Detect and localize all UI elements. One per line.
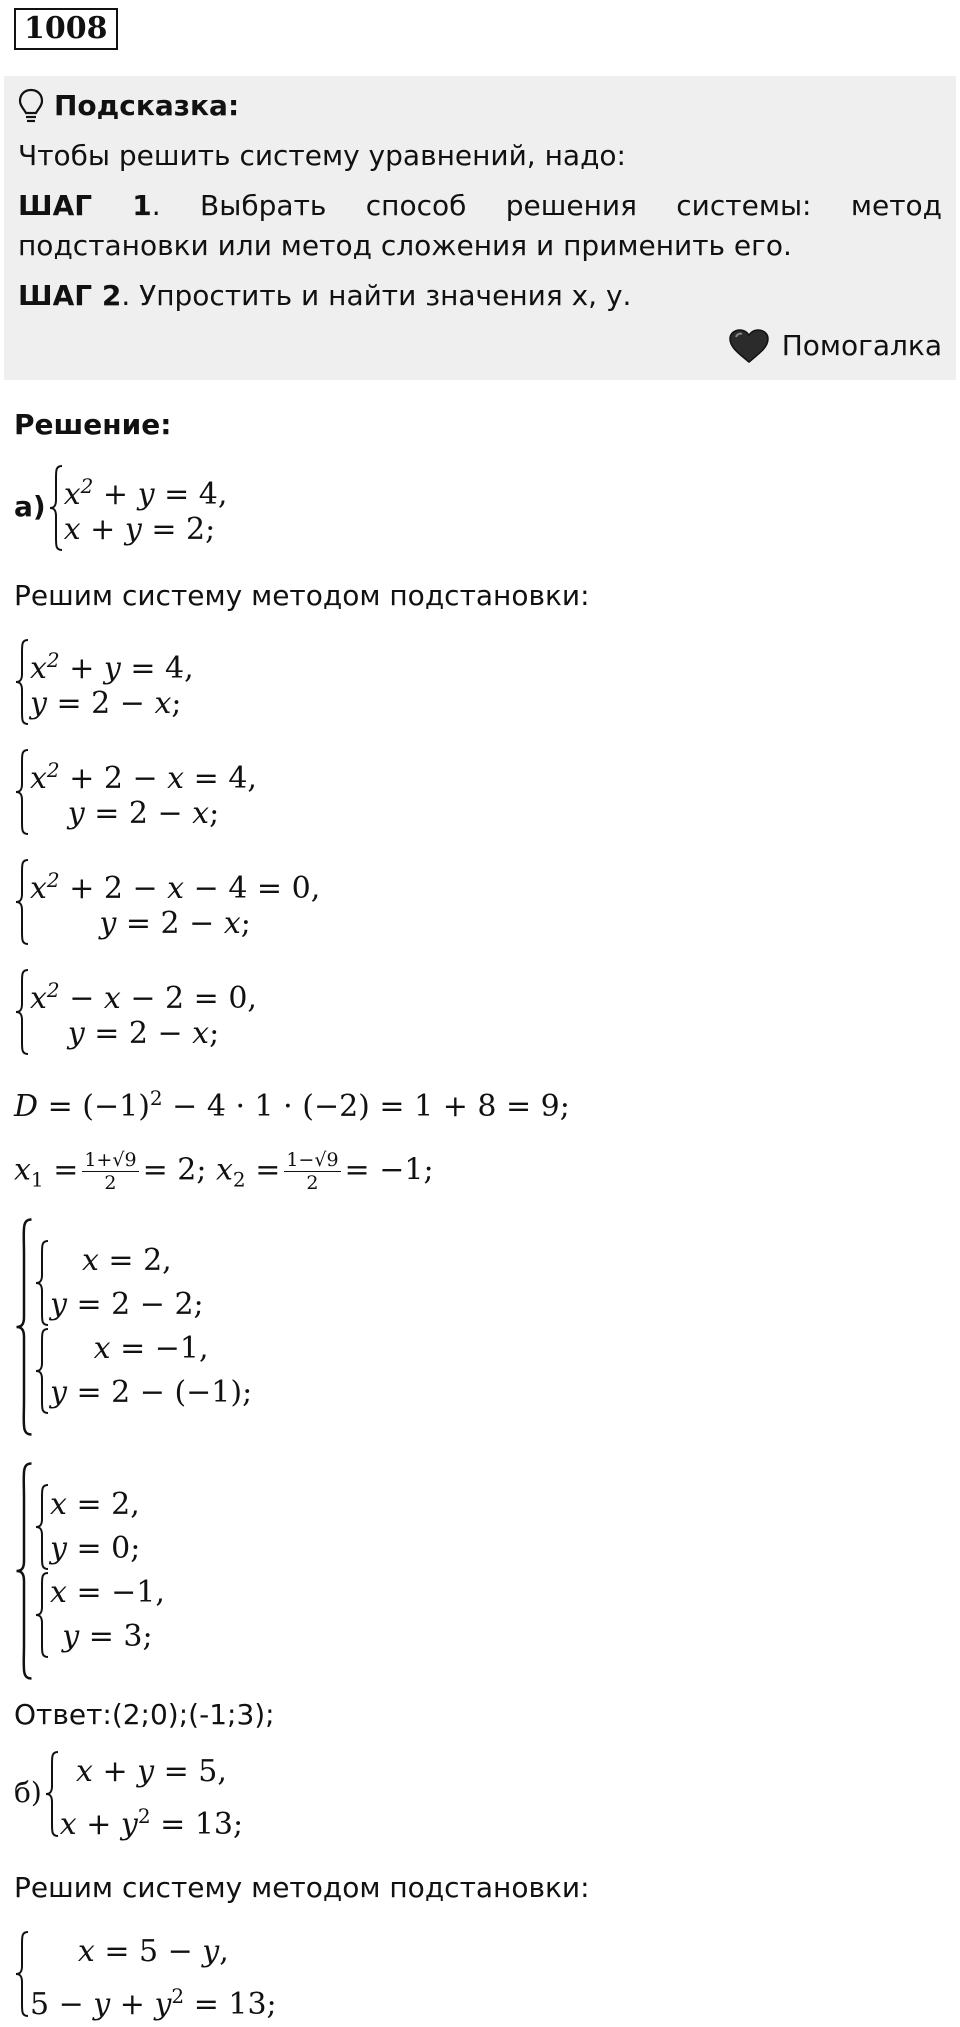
- hint-step-1: [18, 186, 942, 266]
- hint-intro: Чтобы решить систему уравнений, надо:: [18, 139, 626, 172]
- brand-name: Помогалка: [781, 329, 942, 362]
- brace-icon: [14, 748, 30, 836]
- hint-header: [18, 86, 942, 126]
- brace-icon: [14, 1217, 34, 1437]
- brace-icon: [34, 1571, 50, 1659]
- brace-icon: [14, 1930, 30, 2018]
- system-step-4: $x^2 - x - 2 = 0$, y = 2 − x;: [14, 968, 946, 1056]
- brace-icon: [34, 1327, 50, 1415]
- heart-icon: [728, 328, 770, 364]
- combined-system-1: x = 2, y = 2 − 2; x = −1, y = 2 − (−1);: [14, 1217, 946, 1437]
- brand: [18, 326, 942, 366]
- hint-step-2: [18, 276, 942, 316]
- system-step-1: $x^2 + y = 4$, y = 2 − x;: [14, 638, 946, 726]
- step-1-text: . Выбрать способ решения системы: метод подстановки или метод сложения и применить его.: [18, 189, 942, 262]
- system-a-given: а) $x^2 + y = 4$, x + y = 2;: [14, 463, 946, 552]
- system-b-given: б) x + y = 5, $x + y^2 = 13$;: [14, 1749, 946, 1838]
- brace-icon: [48, 464, 64, 552]
- system-b-step-1: x = 5 − y, $5 - y + y^2 = 13$;: [14, 1930, 946, 2018]
- system-step-2: $x^2 + 2 - x = 4$, y = 2 − x;: [14, 748, 946, 836]
- task-number: 1008: [14, 8, 118, 50]
- system-step-3: $x^2 + 2 - x - 4 = 0$, y = 2 − x;: [14, 858, 946, 946]
- brace-icon: [34, 1239, 50, 1327]
- part-b-label: б): [14, 1776, 42, 1809]
- step-2-text: . Упростить и найти значения х, у.: [121, 279, 632, 312]
- answer-a: Ответ:(2;0);(-1;3);: [14, 1698, 275, 1731]
- lightbulb-icon: [18, 88, 44, 124]
- step-2-label: ШАГ 2: [18, 279, 122, 312]
- hint-title: Подсказка:: [54, 89, 240, 122]
- brace-icon: [34, 1483, 50, 1571]
- brace-icon: [44, 1750, 60, 1838]
- hint-box: [4, 76, 956, 380]
- step-1-label: ШАГ 1: [18, 189, 152, 222]
- part-a-label: а): [14, 490, 46, 523]
- method-text-b: Решим систему методом подстановки:: [14, 1870, 590, 1904]
- roots: $x_1$ = $\frac{1+√9}{2}$ = 2; $x_2$ = $\frac{1-√9}{2}$ = −1;: [14, 1148, 434, 1194]
- method-text-a: Решим систему методом подстановки:: [14, 578, 590, 612]
- combined-system-2: x = 2, y = 0; x = −1, y = 3;: [14, 1461, 946, 1681]
- brace-icon: [14, 1461, 34, 1681]
- brace-icon: [14, 858, 30, 946]
- discriminant: $D = (-1)^2 - 4 \cdot 1 \cdot (-2) = 1 + 8 = 9$;: [14, 1085, 570, 1124]
- solution-title: Решение:: [14, 408, 172, 441]
- brace-icon: [14, 638, 30, 726]
- brace-icon: [14, 968, 30, 1056]
